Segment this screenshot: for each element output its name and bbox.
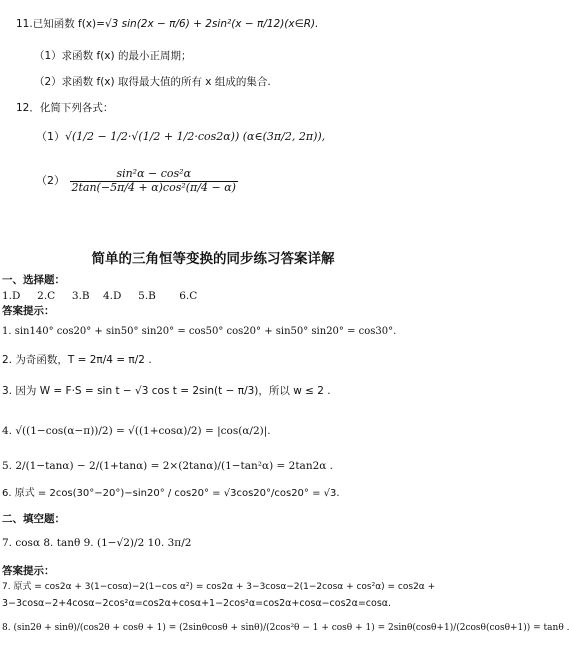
section2-fills: 7. cosα 8. tanθ 9. (1−√2)/2 10. 3π/2 bbox=[2, 537, 192, 549]
answer-title: 简单的三角恒等变换的同步练习答案详解 bbox=[91, 251, 335, 267]
q12-part1 bbox=[36, 130, 325, 143]
choice-1: 1.D bbox=[2, 290, 21, 302]
answer-7-line2: 3−3cosα−2+4cosα−2cos²α=cos2α+cosα+1−2cos²α=cos2α+cosα−cos2α=cosα. bbox=[2, 598, 392, 609]
q12-part2-denominator: 2tan(−5π/4 + α)cos²(π/4 − α) bbox=[71, 180, 236, 194]
answer-1: 1. sin140° cos20° + sin50° sin20° = cos50° cos20° + sin50° sin20° = cos30°. bbox=[2, 326, 397, 337]
choice-5: 5.B bbox=[138, 290, 156, 302]
answer-7-line1: 7. 原式 = cos2α + 3(1−cosα)−2(1−cos α²) = cos2α + 3−3cosα−2(1−2cosα + cos²α) = cos2α + bbox=[2, 582, 436, 592]
q12-part2 bbox=[36, 168, 239, 194]
q12-part1-label: （1） bbox=[36, 130, 65, 143]
q11-stem-lead: 已知函数 f(x)= bbox=[32, 18, 105, 30]
q11-part2: （2）求函数 f(x) 取得最大值的所有 x 组成的集合. bbox=[34, 76, 271, 88]
section1-heading: 一、选择题： bbox=[2, 274, 65, 286]
choice-3: 3.B bbox=[71, 290, 90, 302]
answer-6: 6. 原式 = 2cos(30°−20°)−sin20° / cos20° = √3cos20°/cos20° = √3. bbox=[2, 488, 340, 499]
q11-part1: （1）求函数 f(x) 的最小正周期； bbox=[34, 50, 192, 62]
answer-3: 3. 因为 W = F·S = sin t − √3 cos t = 2sin(t − π/3)，所以 w ≤ 2 . bbox=[2, 385, 331, 397]
q12-part1-expr: √(1/2 − 1/2·√(1/2 + 1/2·cos2α)) (α∈(3π/2, 2π)), bbox=[65, 130, 326, 143]
q12-part2-label: （2） bbox=[36, 174, 65, 188]
q12-part2-numerator: sin²α − cos²α bbox=[70, 168, 238, 182]
section1-choices bbox=[2, 290, 197, 303]
section2-heading: 二、填空题： bbox=[2, 513, 65, 525]
q11-number: 11. bbox=[16, 18, 33, 30]
answer-4: 4. √((1−cos(α−π))/2) = √((1+cosα)/2) = |cos(α/2)|. bbox=[2, 425, 271, 437]
q11-formula: √3 sin(2x − π/6) + 2sin²(x − π/12)(x∈R). bbox=[104, 18, 319, 30]
answer-5: 5. 2/(1−tanα) − 2/(1+tanα) = 2×(2tanα)/(1−tan²α) = 2tan2α . bbox=[2, 460, 334, 472]
q12-stem: 12．化简下列各式： bbox=[16, 102, 114, 114]
section1-hint: 答案提示： bbox=[2, 305, 55, 317]
q11-stem bbox=[16, 18, 319, 31]
q12-part2-fraction bbox=[70, 168, 238, 194]
section2-hint: 答案提示： bbox=[2, 565, 55, 577]
answer-8: 8. (sin2θ + sinθ)/(cos2θ + cosθ + 1) = (2sinθcosθ + sinθ)/(2cos²θ − 1 + cosθ + 1) = 2sinθ(cosθ+1)/(2cosθ(cosθ+1)) = tanθ . bbox=[2, 623, 569, 633]
choice-4: 4.D bbox=[103, 290, 122, 302]
answer-2: 2. 为奇函数，T = 2π/4 = π/2 . bbox=[2, 354, 152, 366]
choice-2: 2.C bbox=[37, 290, 56, 302]
choice-6: 6.C bbox=[179, 290, 198, 302]
